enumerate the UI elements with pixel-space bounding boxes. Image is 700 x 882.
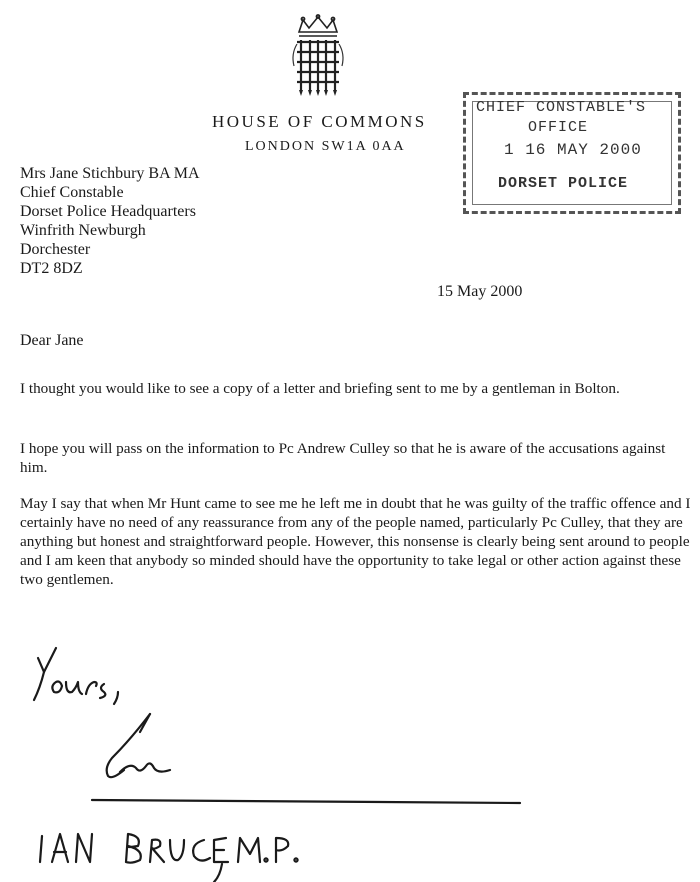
recipient-line: Dorset Police Headquarters: [20, 203, 196, 220]
received-stamp: [463, 92, 681, 214]
recipient-line: Winfrith Newburgh: [20, 222, 146, 239]
recipient-line: Mrs Jane Stichbury BA MA: [20, 165, 200, 182]
stamp-office: OFFICE: [528, 119, 589, 136]
portcullis-icon: [289, 14, 347, 100]
recipient-line: Dorchester: [20, 241, 91, 258]
letter-date: 15 May 2000: [437, 283, 523, 300]
recipient-line: DT2 8DZ: [20, 260, 83, 277]
letterhead-address: LONDON SW1A 0AA: [245, 139, 406, 154]
body-paragraph: I thought you would like to see a copy of a letter and briefing sent to me by a gentleman in Bolton.: [20, 380, 620, 397]
recipient-address: [20, 164, 200, 278]
stamp-force-name: DORSET POLICE: [498, 175, 629, 192]
stamp-office-name: CHIEF CONSTABLE'S: [476, 99, 647, 116]
handwritten-signature: [0, 640, 700, 882]
salutation: Dear Jane: [20, 332, 84, 349]
stamp-date: 1 16 MAY 2000: [504, 141, 642, 159]
recipient-line: Chief Constable: [20, 184, 124, 201]
letterhead-title: HOUSE OF COMMONS: [212, 112, 427, 131]
body-paragraph: May I say that when Mr Hunt came to see me he left me in doubt that he was guilty of the traffic offence and I certainly have no need of any reassurance from any of the people named, particularly Pc Culley, that they are anything but honest and straightforward people. However, this nonsense is clearly being sent around to people and I am keen that anybody so minded should have the opportunity to take legal or other action against these two gentlemen.: [20, 495, 691, 588]
body-paragraph: I hope you will pass on the information to Pc Andrew Culley so that he is aware of the accusations against him.: [20, 440, 666, 476]
